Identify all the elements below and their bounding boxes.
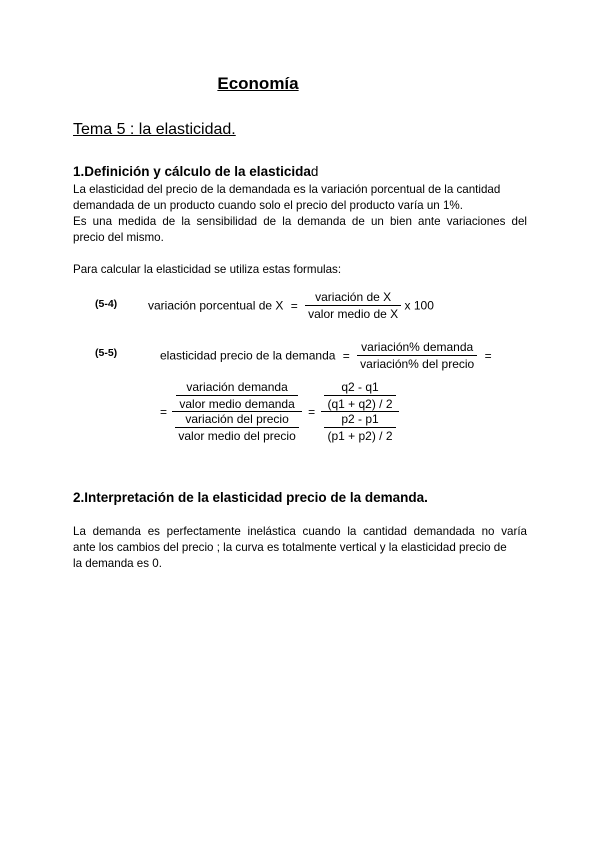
fraction-denominator: valor medio del precio [178, 429, 296, 443]
fraction [324, 412, 395, 443]
fraction [324, 380, 395, 411]
formula-5-4 [148, 290, 434, 321]
equals-sign: = [160, 404, 168, 419]
fraction [175, 412, 298, 443]
compound-numerator [321, 380, 398, 412]
topic-heading: Tema 5 : la elasticidad. [73, 121, 236, 138]
section1-heading-text: 1.Definición y cálculo de la elasticida [73, 164, 311, 179]
text-line: La demanda es perfectamente inelástica cuando la cantidad demandada no varía [73, 525, 527, 538]
formula-lhs: variación porcentual de X [148, 298, 284, 313]
section1-heading-tail: d [310, 164, 319, 179]
fraction-numerator: variación de X [305, 290, 401, 306]
compound-fraction-symbols [321, 380, 398, 443]
compound-denominator [321, 412, 398, 443]
fraction-denominator: valor medio demanda [179, 397, 295, 411]
fraction-denominator: variación% del precio [360, 357, 475, 371]
formula-label: (5-4) [95, 298, 118, 310]
multiplier: x 100 [404, 298, 434, 313]
fraction-denominator: (p1 + p2) / 2 [327, 429, 393, 443]
formula-5-5-line2 [160, 380, 399, 443]
document-title: Economía [217, 74, 299, 93]
formula-5-5-line1 [160, 340, 492, 371]
formula-lhs: elasticidad precio de la demanda [160, 348, 336, 363]
text-line: precio del mismo. [73, 231, 164, 244]
text-line: Es una medida de la sensibilidad de la demanda de un bien ante variaciones del [73, 215, 527, 228]
text-line: demandada de un producto cuando solo el precio del producto varía un 1%. [73, 199, 463, 212]
equals-sign: = [308, 404, 316, 419]
fraction-denominator: (q1 + q2) / 2 [327, 397, 393, 411]
fraction [357, 340, 477, 371]
equals-sign: = [290, 298, 298, 313]
definition-paragraph [73, 182, 527, 246]
fraction-numerator: variación% demanda [357, 340, 477, 356]
interpretation-paragraph [73, 524, 527, 572]
section2-heading: 2.Interpretación de la elasticidad precio de la demanda. [73, 490, 428, 505]
fraction-numerator: variación demanda [176, 380, 297, 396]
fraction-denominator: valor medio de X [308, 307, 399, 321]
fraction [305, 290, 401, 321]
equals-sign: = [484, 348, 492, 363]
fraction-numerator: variación del precio [175, 412, 298, 428]
compound-numerator [172, 380, 301, 412]
text-line: ante los cambios del precio ; la curva es totalmente vertical y la elasticidad precio de [73, 541, 507, 554]
formula-label: (5-5) [95, 347, 118, 359]
text-line: La elasticidad del precio de la demandada es la variación porcentual de la cantidad [73, 183, 501, 196]
formulas-intro: Para calcular la elasticidad se utiliza estas formulas: [73, 263, 342, 276]
equals-sign: = [342, 348, 350, 363]
fraction [176, 380, 297, 411]
compound-fraction-words [172, 380, 301, 443]
fraction-numerator: q2 - q1 [324, 380, 395, 396]
section1-heading [73, 164, 318, 179]
text-line: la demanda es 0. [73, 557, 162, 570]
fraction-numerator: p2 - p1 [324, 412, 395, 428]
compound-denominator [172, 412, 301, 443]
